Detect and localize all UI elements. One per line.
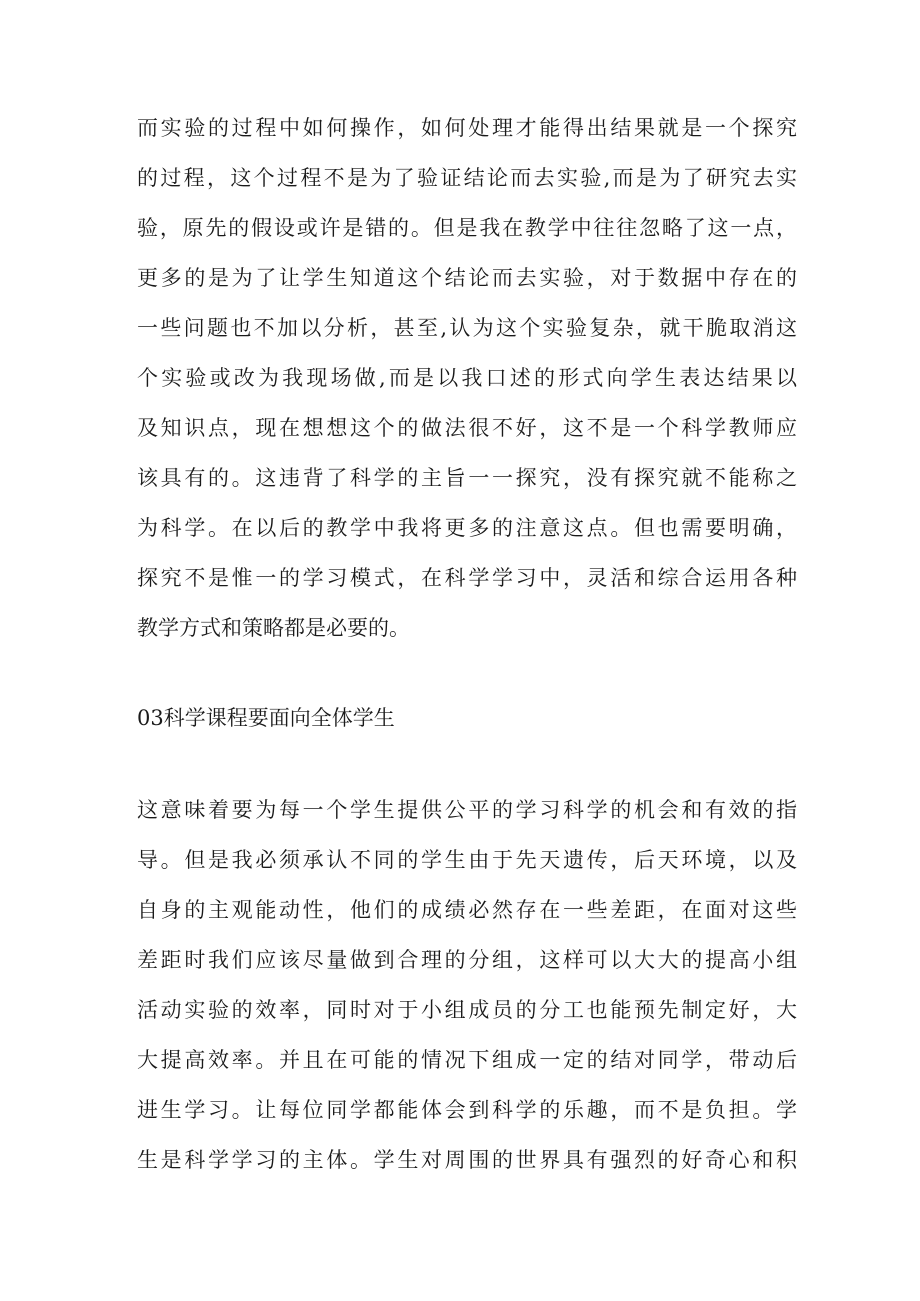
paragraph-1-line: 的过程，这个过程不是为了验证结论而去实验,而是为了研究去实: [137, 166, 797, 190]
paragraph-1-line: 教学方式和策略都是必要的。: [137, 616, 410, 640]
paragraph-1-line: 一些问题也不加以分析，甚至,认为这个实验复杂，就干脆取消这: [137, 316, 797, 340]
paragraph-2-line: 活动实验的效率，同时对于小组成员的分工也能预先制定好，大: [137, 998, 797, 1022]
paragraph-1-line: 探究不是惟一的学习模式，在科学学习中，灵活和综合运用各种: [137, 566, 797, 590]
paragraph-1-line: 及知识点，现在想想这个的做法很不好，这不是一个科学教师应: [137, 416, 797, 440]
paragraph-2-line: 导。但是我必须承认不同的学生由于先天遗传，后天环境，以及: [137, 848, 797, 872]
paragraph-1-line: 更多的是为了让学生知道这个结论而去实验，对于数据中存在的: [137, 266, 797, 290]
paragraph-1-line: 验，原先的假设或许是错的。但是我在教学中往往忽略了这一点，: [137, 216, 797, 240]
paragraph-2-line: 进生学习。让每位同学都能体会到科学的乐趣，而不是负担。学: [137, 1098, 797, 1122]
paragraph-1-line: 而实验的过程中如何操作，如何处理才能得出结果就是一个探究: [137, 116, 797, 140]
paragraph-2-line: 大提高效率。并且在可能的情况下组成一定的结对同学，带动后: [137, 1048, 797, 1072]
paragraph-1-line: 个实验或改为我现场做,而是以我口述的形式向学生表达结果以: [137, 366, 797, 390]
paragraph-2-line: 差距时我们应该尽量做到合理的分组，这样可以大大的提高小组: [137, 948, 797, 972]
paragraph-1-line: 该具有的。这违背了科学的主旨一一探究，没有探究就不能称之: [137, 466, 797, 490]
paragraph-2-line: 这意味着要为每一个学生提供公平的学习科学的机会和有效的指: [137, 798, 797, 822]
section-heading: 03科学课程要面向全体学生: [137, 706, 395, 730]
paragraph-2-line: 自身的主观能动性，他们的成绩必然存在一些差距，在面对这些: [137, 898, 797, 922]
paragraph-1-line: 为科学。在以后的教学中我将更多的注意这点。但也需要明确，: [137, 516, 797, 540]
paragraph-2-line: 生是科学学习的主体。学生对周围的世界具有强烈的好奇心和积: [137, 1148, 797, 1172]
